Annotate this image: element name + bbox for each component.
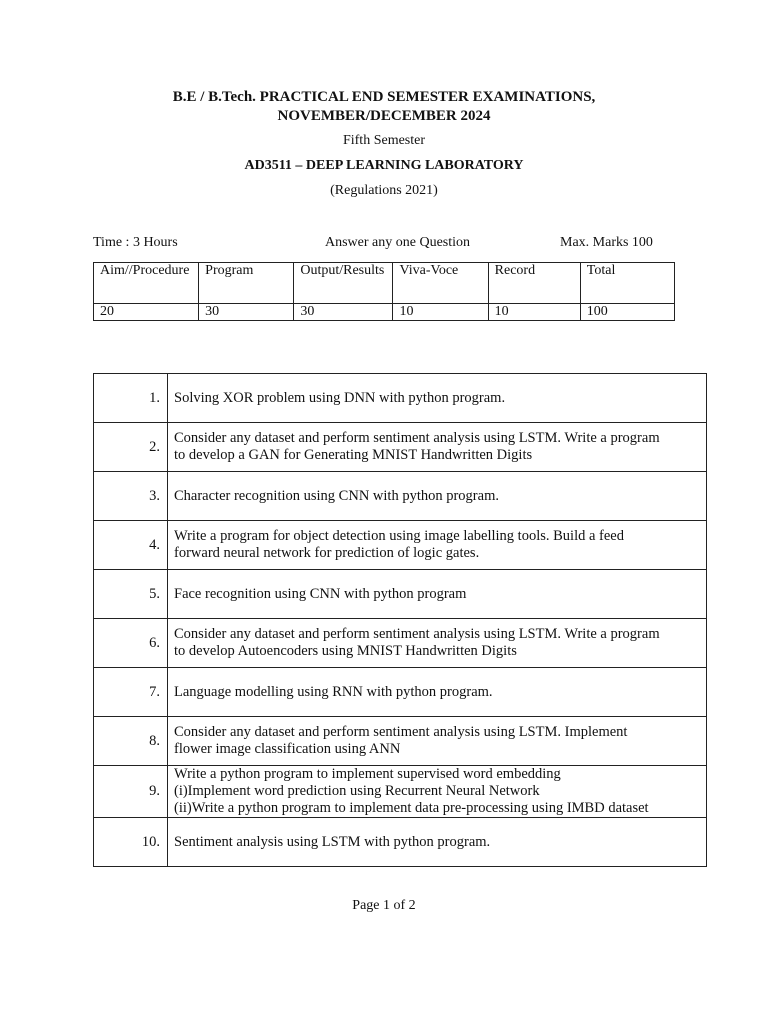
exam-title-line-2: NOVEMBER/DECEMBER 2024	[277, 108, 491, 124]
course-title: AD3511 – DEEP LEARNING LABORATORY	[244, 158, 524, 173]
marks-header-cell: Viva-Voce	[393, 263, 488, 304]
question-text-line: (ii)Write a python program to implement data pre-processing using IMBD dataset	[174, 800, 649, 816]
question-text	[168, 717, 707, 766]
marks-value-cell: 20	[94, 304, 199, 321]
instruction-label: Answer any one Question	[325, 235, 471, 250]
question-text-line: Solving XOR problem using DNN with python program.	[174, 389, 506, 406]
exam-title-line-1: B.E / B.Tech. PRACTICAL END SEMESTER EXAMINATIONS,	[172, 89, 596, 105]
question-number: 10.	[94, 818, 168, 867]
marks-value-cell: 30	[294, 304, 393, 321]
question-row	[94, 766, 707, 818]
marks-value-cell: 30	[199, 304, 294, 321]
question-text-line: (i)Implement word prediction using Recurrent Neural Network	[174, 783, 540, 799]
question-text-line: Write a program for object detection using image labelling tools. Build a feed	[174, 528, 624, 544]
marks-value-row	[94, 304, 675, 321]
question-text-line: Consider any dataset and perform sentiment analysis using LSTM. Implement	[174, 724, 628, 740]
question-text-line: Write a python program to implement supervised word embedding	[174, 766, 561, 782]
marks-header-cell: Output/Results	[294, 263, 393, 304]
question-text-line: Consider any dataset and perform sentiment analysis using LSTM. Write a program	[174, 626, 660, 642]
question-text	[168, 521, 707, 570]
question-text-line: to develop Autoencoders using MNIST Handwritten Digits	[174, 643, 517, 659]
question-number: 2.	[94, 423, 168, 472]
question-row	[94, 374, 707, 423]
question-text	[168, 766, 707, 818]
question-row	[94, 717, 707, 766]
question-row	[94, 619, 707, 668]
question-text	[168, 619, 707, 668]
question-row	[94, 423, 707, 472]
marks-header-cell: Aim//Procedure	[94, 263, 199, 304]
marks-header-cell: Program	[199, 263, 294, 304]
questions-table	[93, 373, 707, 867]
question-text	[168, 423, 707, 472]
marks-header-row	[94, 263, 675, 304]
question-row	[94, 521, 707, 570]
question-text-line: Language modelling using RNN with python program.	[174, 683, 493, 700]
question-number: 3.	[94, 472, 168, 521]
question-number: 1.	[94, 374, 168, 423]
question-text-line: Face recognition using CNN with python program	[174, 585, 467, 602]
question-text-line: flower image classification using ANN	[174, 741, 401, 757]
page-number: Page 1 of 2	[352, 898, 416, 913]
question-text	[168, 472, 707, 521]
question-text	[168, 818, 707, 867]
question-row	[94, 570, 707, 619]
marks-header-cell: Total	[580, 263, 674, 304]
question-row	[94, 472, 707, 521]
question-text-line: Character recognition using CNN with python program.	[174, 487, 499, 504]
question-text-line: forward neural network for prediction of logic gates.	[174, 545, 480, 561]
max-marks-label: Max. Marks 100	[560, 235, 653, 250]
question-number: 9.	[94, 766, 168, 818]
marks-value-cell: 10	[488, 304, 580, 321]
question-text	[168, 374, 707, 423]
question-text-line: Consider any dataset and perform sentiment analysis using LSTM. Write a program	[174, 430, 660, 446]
question-number: 4.	[94, 521, 168, 570]
marks-value-cell: 100	[580, 304, 674, 321]
question-number: 6.	[94, 619, 168, 668]
question-number: 7.	[94, 668, 168, 717]
question-row	[94, 818, 707, 867]
semester-label: Fifth Semester	[342, 133, 426, 148]
exam-info-row	[93, 235, 673, 253]
marks-value-cell: 10	[393, 304, 488, 321]
regulations-label: (Regulations 2021)	[330, 183, 438, 198]
question-text	[168, 570, 707, 619]
marks-header-cell: Record	[488, 263, 580, 304]
question-text-line: Sentiment analysis using LSTM with python program.	[174, 833, 491, 850]
time-label: Time : 3 Hours	[93, 235, 178, 250]
question-text-line: to develop a GAN for Generating MNIST Handwritten Digits	[174, 447, 533, 463]
question-row	[94, 668, 707, 717]
question-number: 5.	[94, 570, 168, 619]
marks-distribution-table	[93, 262, 675, 321]
question-number: 8.	[94, 717, 168, 766]
question-text	[168, 668, 707, 717]
